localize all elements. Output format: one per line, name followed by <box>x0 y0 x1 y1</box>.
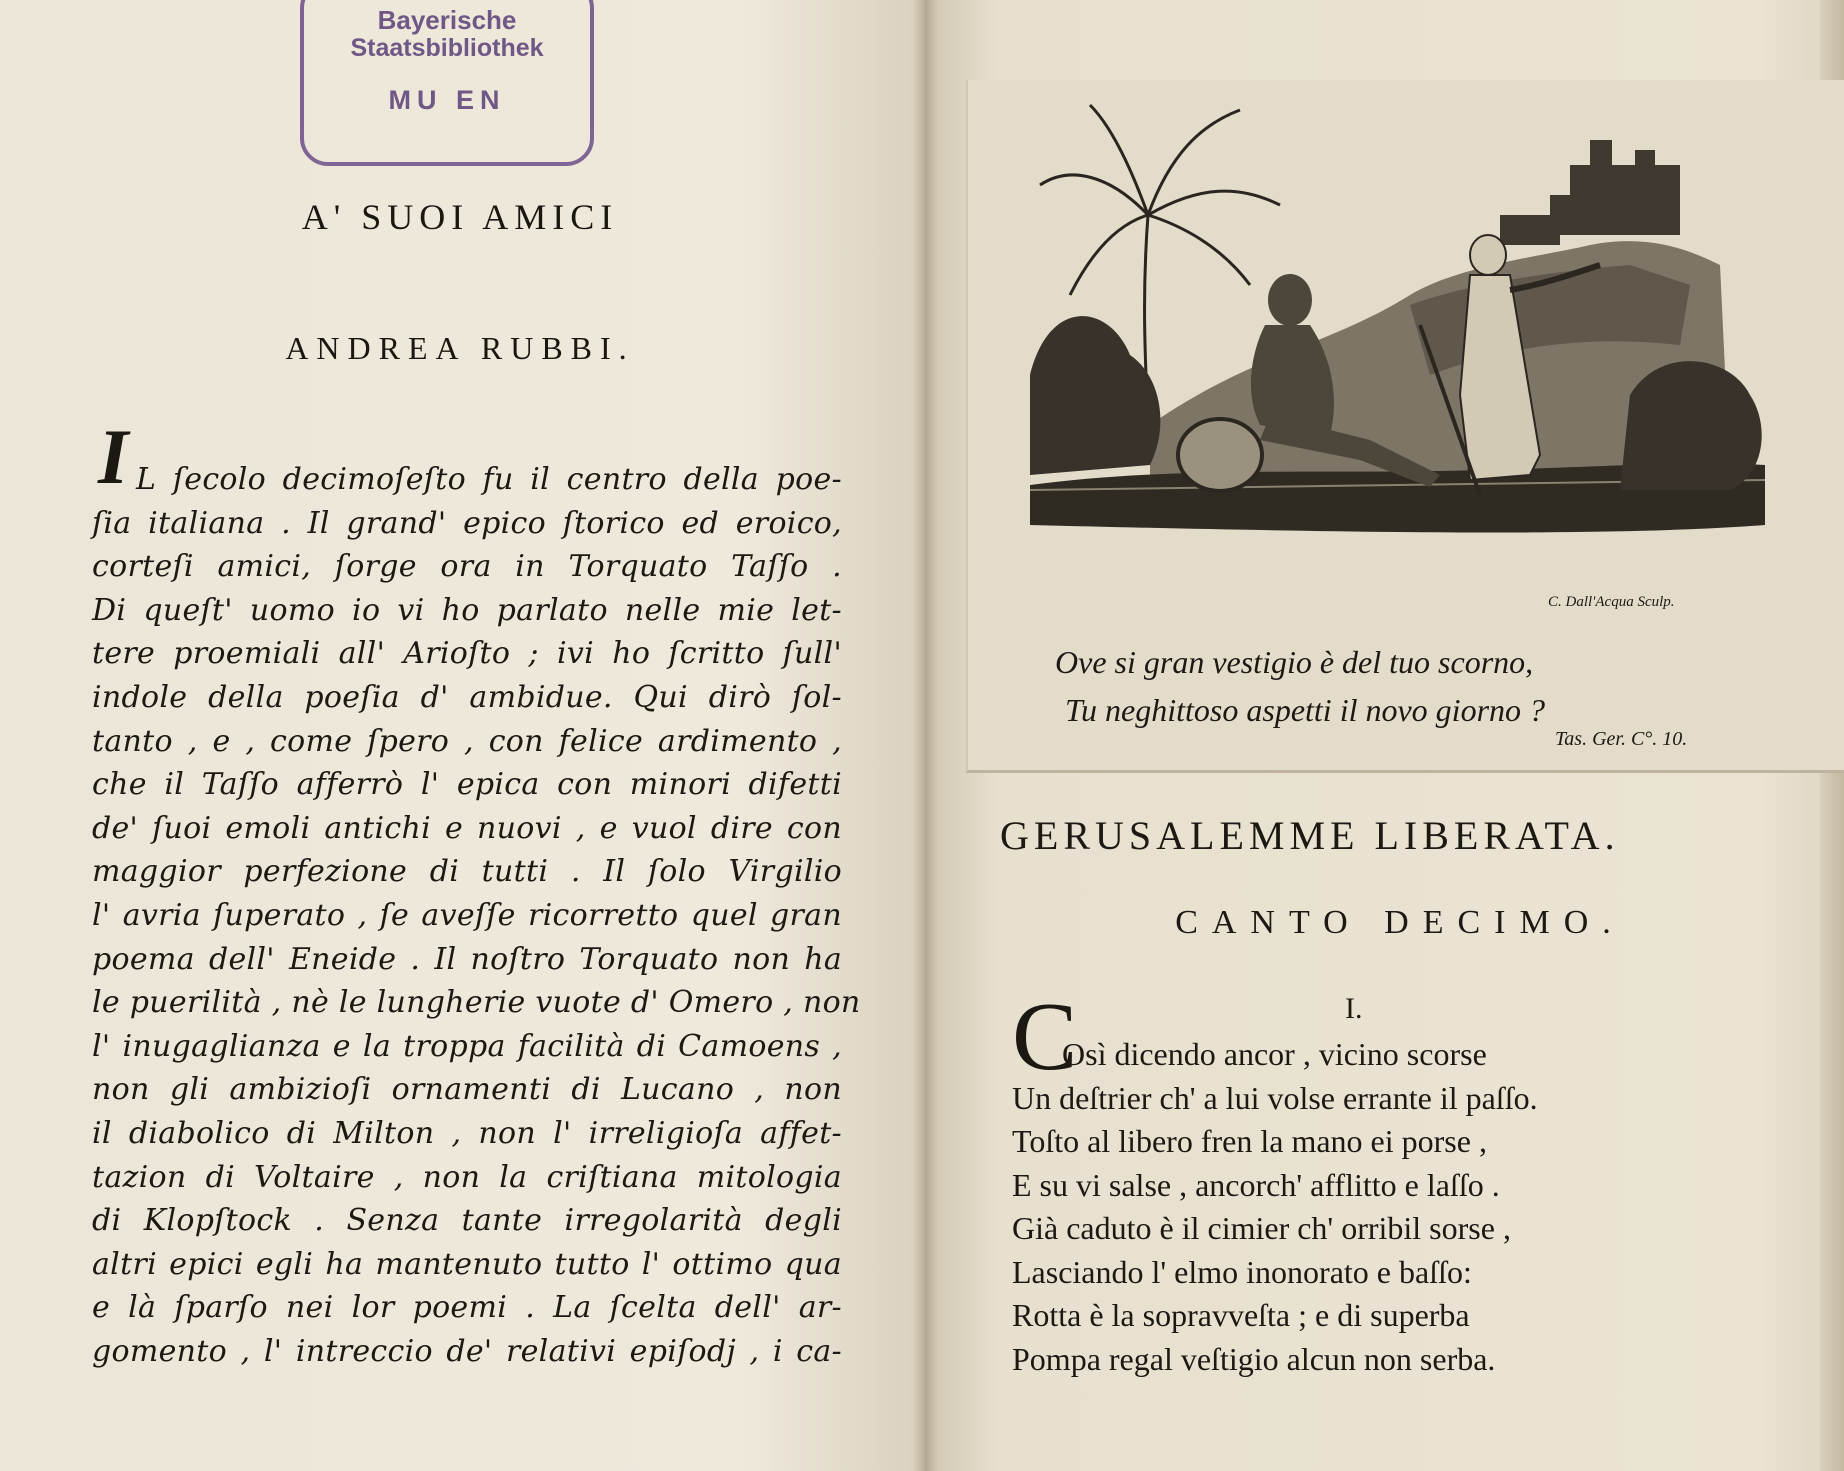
dedication-text <box>92 458 861 1373</box>
prose-line: L ſecolo decimoſeſto fu il centro della poe- <box>136 462 842 497</box>
verse-line: Toſto al libero fren la mano ei porse , <box>1012 1123 1487 1159</box>
plate-caption <box>1055 638 1775 734</box>
prose-line: tere proemiali all' Arioſto ; ivi ho ſcritto ſull' <box>92 636 842 672</box>
library-stamp <box>300 0 594 166</box>
verse-line: Già caduto è il cimier ch' orribil sorse , <box>1012 1210 1511 1246</box>
verse-line: Lasciando l' elmo inonorato e baſſo: <box>1012 1253 1472 1290</box>
prose-line: altri epici egli ha mantenuto tutto l' ottimo qua <box>92 1246 842 1282</box>
caption-line: Tu neghittoso aspetti il novo giorno ? <box>1065 692 1546 728</box>
castle <box>1500 140 1680 245</box>
book-title: GERUSALEMME LIBERATA. <box>1000 813 1620 858</box>
prose-line: le puerilità , nè le lungherie vuote d' Omero , non <box>92 985 861 1021</box>
engraver-signature: C. Dall'Acqua Sculp. <box>1548 594 1675 610</box>
verse-line: Pompa regal veſtigio alcun non serba. <box>1012 1340 1496 1377</box>
prose-line: de' ſuoi emoli antichi e nuovi , e vuol dire con <box>92 810 842 846</box>
dedication-heading: A' SUOI AMICI <box>301 197 619 237</box>
engraving-illustration <box>1030 95 1765 625</box>
caption-citation: Tas. Ger. C°. 10. <box>1555 728 1688 750</box>
prose-line: indole della poeſia d' ambidue. Qui dirò ſol- <box>92 679 842 715</box>
prose-line: l' avria ſuperato , ſe aveſſe ricorretto quel gran <box>92 897 842 933</box>
shield <box>1178 419 1262 491</box>
verse-line: E su vi salse , ancorch' afflitto e laſſo . <box>1012 1166 1500 1203</box>
prose-line: il diabolico di Milton , non l' irreligioſa affet- <box>92 1115 842 1151</box>
drop-cap-c: C <box>1012 983 1078 1091</box>
stanza-number: I. <box>1345 992 1363 1025</box>
prose-line: Di queſt' uomo io vi ho parlato nelle mie let- <box>92 592 842 628</box>
verse-line: Un deſtrier ch' a lui volse errante il paſſo. <box>1012 1079 1538 1116</box>
canto-heading: CANTO DECIMO. <box>1175 904 1625 941</box>
prose-line: non gli ambizioſi ornamenti di Lucano , non <box>92 1072 842 1108</box>
stamp-line-3: MU EN <box>388 85 506 115</box>
stamp-line-1: Bayerische <box>377 5 517 35</box>
prose-line: di Klopſtock . Senza tante irregolarità degli <box>92 1203 842 1239</box>
prose-line: gomento , l' intreccio de' relativi epiſodj , i ca- <box>92 1333 842 1369</box>
prose-line: l' inugaglianza e la troppa facilità di Camoens , <box>92 1028 842 1064</box>
caption-line: Ove si gran vestigio è del tuo scorno, <box>1055 644 1534 680</box>
verse-line: Rotta è la sopravveſta ; e di superba <box>1012 1297 1470 1333</box>
author-heading: ANDREA RUBBI. <box>285 330 635 366</box>
prose-line: e là ſparſo nei lor poemi . La ſcelta dell' ar- <box>92 1290 842 1326</box>
prose-line: tazion di Voltaire , non la criſtiana mitologia <box>92 1159 842 1195</box>
prose-line: tanto , e , come ſpero , con felice ardimento , <box>92 723 842 759</box>
prose-line: maggior perfezione di tutti . Il ſolo Virgilio <box>92 854 842 890</box>
verse-line: Osì dicendo ancor , vicino scorse <box>1062 1036 1487 1072</box>
stanza-verses <box>1012 1033 1772 1381</box>
book-gutter <box>912 0 938 1471</box>
drop-cap-i: I <box>98 413 129 500</box>
prose-line: ſia italiana . Il grand' epico ſtorico ed eroico, <box>92 505 842 541</box>
left-bush <box>1030 316 1160 475</box>
prose-line: poema dell' Eneide . Il noſtro Torquato non ha <box>92 941 842 977</box>
prose-line: corteſi amici, ſorge ora in Torquato Taſſo . <box>92 549 842 585</box>
prose-line: che il Taſſo afferrò l' epica con minori difetti <box>92 767 842 803</box>
stamp-line-2: Staatsbibliothek <box>350 34 544 62</box>
